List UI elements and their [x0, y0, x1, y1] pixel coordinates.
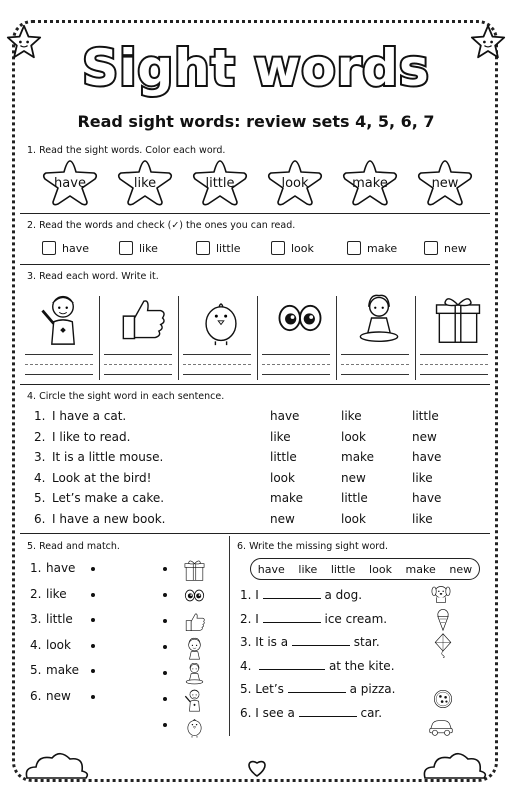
checkbox[interactable] — [347, 241, 361, 255]
ice-cream-icon — [430, 606, 456, 632]
row-number: 4. — [240, 658, 252, 673]
write-line[interactable] — [104, 374, 172, 375]
write-line[interactable] — [183, 354, 251, 355]
match-word: new — [46, 688, 71, 703]
girl-icon — [182, 635, 207, 660]
sentence-start: It is a — [255, 635, 289, 649]
sentence-end: at the kite. — [328, 658, 395, 673]
write-line — [104, 364, 172, 365]
write-line[interactable] — [420, 354, 488, 355]
kite-icon — [430, 632, 456, 658]
word-option[interactable]: have — [270, 409, 300, 423]
checkbox-item-3[interactable] — [271, 238, 314, 258]
section-4-instruction: 4. Circle the sight word in each sentence. — [27, 391, 225, 402]
sentence-end: star. — [353, 635, 380, 649]
girl-baking-icon — [182, 661, 207, 686]
word-option[interactable]: look — [270, 470, 295, 485]
write-line — [25, 364, 93, 365]
write-line[interactable] — [341, 354, 409, 355]
word-option[interactable]: little — [412, 409, 439, 423]
word-option[interactable]: little — [270, 450, 297, 464]
checkbox[interactable] — [196, 241, 210, 255]
fill-blank-row — [240, 588, 362, 602]
column-divider — [229, 536, 230, 736]
word-bank-item: little — [330, 562, 356, 576]
sentence: I like to read. — [52, 429, 131, 444]
checkbox-label: look — [291, 241, 314, 255]
boy-waving-icon — [35, 290, 91, 346]
word-option[interactable]: like — [270, 429, 291, 444]
word-bank-item: new — [449, 562, 473, 576]
column-divider — [178, 296, 179, 380]
star-word-label: look — [281, 176, 309, 191]
row-number: 4. — [30, 637, 42, 652]
checkbox-label: little — [216, 241, 241, 255]
divider — [20, 533, 490, 534]
star-word-5[interactable] — [415, 158, 475, 206]
word-option[interactable]: new — [341, 470, 366, 485]
fill-blank-row — [240, 659, 395, 673]
sentence: It is a little mouse. — [52, 450, 164, 464]
match-dot[interactable] — [91, 669, 95, 673]
star-word-label: have — [54, 176, 86, 191]
match-dot[interactable] — [163, 645, 167, 649]
match-word: little — [46, 612, 73, 626]
checkbox-item-4[interactable] — [347, 238, 397, 258]
star-word-1[interactable] — [115, 158, 175, 206]
row-number: 2. — [30, 586, 42, 601]
checkbox[interactable] — [42, 241, 56, 255]
divider — [20, 264, 490, 265]
word-bank-item: look — [369, 562, 392, 576]
sentence-end: a dog. — [324, 588, 363, 602]
match-dot[interactable] — [91, 644, 95, 648]
column-divider — [336, 296, 337, 380]
sentence-end: car. — [360, 705, 383, 720]
star-word-4[interactable] — [340, 158, 400, 206]
checkbox-label: like — [139, 241, 158, 255]
star-word-2[interactable] — [190, 158, 250, 206]
word-option[interactable]: look — [341, 429, 366, 444]
match-dot[interactable] — [91, 567, 95, 571]
pizza-icon — [430, 686, 456, 712]
star-word-label: little — [205, 176, 235, 191]
section-5-instruction: 5. Read and match. — [27, 541, 120, 552]
row-number: 2. — [240, 611, 252, 626]
blank-input[interactable] — [288, 692, 346, 693]
girl-baking-icon — [351, 290, 407, 346]
row-number: 4. — [34, 470, 46, 485]
checkbox[interactable] — [424, 241, 438, 255]
write-line[interactable] — [104, 354, 172, 355]
fill-blank-row — [240, 612, 387, 626]
sentence-start: Let’s — [255, 682, 284, 696]
checkbox-label: make — [367, 241, 398, 255]
section-3-instruction: 3. Read each word. Write it. — [27, 271, 159, 282]
column-divider — [415, 296, 416, 380]
chick-icon — [193, 290, 249, 346]
word-option[interactable]: little — [341, 491, 368, 505]
match-word: have — [46, 561, 76, 575]
word-option[interactable]: make — [270, 491, 303, 505]
write-line[interactable] — [262, 354, 330, 355]
row-number: 6. — [240, 705, 252, 720]
page-title: Sight words — [82, 39, 430, 97]
cloud-icon — [420, 745, 490, 780]
checkbox-label: have — [62, 241, 89, 255]
car-icon — [428, 712, 454, 738]
divider — [20, 384, 490, 385]
write-line[interactable] — [25, 354, 93, 355]
word-option[interactable]: look — [341, 511, 366, 526]
checkbox-label: new — [444, 241, 467, 255]
checkbox-item-2[interactable] — [196, 238, 241, 258]
row-number: 5. — [34, 491, 46, 505]
word-option[interactable]: new — [270, 511, 295, 526]
star-word-label: new — [431, 176, 459, 191]
row-number: 5. — [30, 663, 42, 677]
row-number: 5. — [240, 682, 252, 696]
star-word-3[interactable] — [265, 158, 325, 206]
thumbs-up-icon — [182, 609, 207, 634]
match-dot[interactable] — [91, 618, 95, 622]
checkbox[interactable] — [271, 241, 285, 255]
row-number: 1. — [240, 588, 252, 602]
blank-input[interactable] — [299, 716, 357, 717]
match-word: make — [46, 663, 79, 677]
write-line — [341, 364, 409, 365]
word-option[interactable]: like — [341, 409, 362, 423]
checkbox[interactable] — [119, 241, 133, 255]
write-line[interactable] — [262, 374, 330, 375]
write-line[interactable] — [25, 374, 93, 375]
sentence-end: a pizza. — [349, 682, 396, 696]
row-number: 3. — [34, 450, 46, 464]
row-number: 6. — [34, 511, 46, 526]
eyes-icon — [272, 290, 328, 346]
match-dot[interactable] — [91, 695, 95, 699]
match-dot[interactable] — [163, 619, 167, 623]
gift-box-icon — [430, 290, 486, 346]
blank-input[interactable] — [259, 669, 325, 670]
checkbox-item-5[interactable] — [424, 238, 467, 258]
write-line[interactable] — [420, 374, 488, 375]
write-line — [262, 364, 330, 365]
checkbox-item-0[interactable] — [42, 238, 89, 258]
match-dot[interactable] — [163, 697, 167, 701]
write-line[interactable] — [341, 374, 409, 375]
sentence: Look at the bird! — [52, 470, 152, 485]
row-number: 3. — [240, 635, 252, 649]
blank-input[interactable] — [263, 598, 321, 599]
sentence-start: I — [255, 611, 259, 626]
star-word-label: like — [133, 176, 157, 191]
fill-blank-row — [240, 635, 380, 649]
fill-blank-row — [240, 706, 382, 720]
word-option[interactable]: have — [412, 450, 442, 464]
match-dot[interactable] — [163, 593, 167, 597]
write-line — [420, 364, 488, 365]
word-option[interactable]: make — [341, 450, 374, 464]
chick-icon — [182, 713, 207, 738]
section-2-instruction: 2. Read the words and check (✓) the ones you can read. — [27, 220, 296, 231]
word-bank — [250, 558, 480, 580]
word-option[interactable]: have — [412, 491, 442, 505]
match-dot[interactable] — [163, 723, 167, 727]
sentence-start: I — [255, 588, 259, 602]
word-option[interactable]: like — [412, 511, 433, 526]
word-option[interactable]: new — [412, 429, 437, 444]
column-divider — [257, 296, 258, 380]
sentence: I have a cat. — [52, 409, 127, 423]
word-bank-item: have — [257, 562, 285, 576]
column-divider — [99, 296, 100, 380]
sentence: Let’s make a cake. — [52, 491, 165, 505]
dog-icon — [428, 580, 454, 606]
eyes-icon — [182, 583, 207, 608]
blank-input[interactable] — [263, 622, 321, 623]
row-number: 6. — [30, 688, 42, 703]
word-bank-item: like — [298, 562, 318, 576]
row-number: 2. — [34, 429, 46, 444]
match-dot[interactable] — [163, 671, 167, 675]
write-line — [183, 364, 251, 365]
word-option[interactable]: like — [412, 470, 433, 485]
star-word-label: make — [352, 176, 388, 191]
sentence: I have a new book. — [52, 511, 166, 526]
divider — [20, 213, 490, 214]
section-6-instruction: 6. Write the missing sight word. — [237, 541, 389, 552]
sentence-start: I see a — [255, 705, 295, 720]
boy-waving-icon — [182, 687, 207, 712]
section-1-instruction: 1. Read the sight words. Color each word. — [27, 145, 226, 156]
fill-blank-row — [240, 682, 395, 696]
checkbox-item-1[interactable] — [119, 238, 158, 258]
blank-input[interactable] — [292, 645, 350, 646]
write-line[interactable] — [183, 374, 251, 375]
match-word: look — [46, 637, 71, 652]
row-number: 1. — [30, 561, 42, 575]
heart-icon — [246, 758, 268, 778]
star-word-0[interactable] — [40, 158, 100, 206]
sentence-end: ice cream. — [324, 611, 388, 626]
gift-box-icon — [182, 557, 207, 582]
cloud-icon — [22, 745, 92, 780]
page-subtitle: Read sight words: review sets 4, 5, 6, 7 — [77, 112, 435, 131]
row-number: 1. — [34, 409, 46, 423]
match-dot[interactable] — [163, 567, 167, 571]
word-bank-item: make — [405, 562, 436, 576]
thumbs-up-icon — [114, 290, 170, 346]
match-dot[interactable] — [91, 593, 95, 597]
row-number: 3. — [30, 612, 42, 626]
match-word: like — [46, 586, 67, 601]
